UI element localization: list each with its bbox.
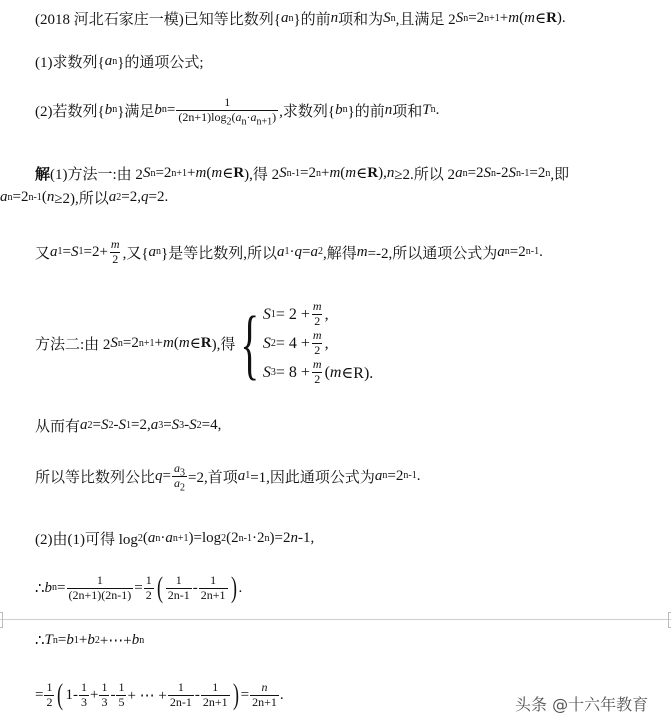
math-variable: S [262,334,271,352]
text: 3 [80,694,87,709]
fraction-denominator [312,314,322,329]
fraction [166,574,192,603]
math-variable: S [142,165,151,181]
fraction-denominator [116,695,126,710]
text: · [246,109,251,124]
math-variable: a [276,243,285,260]
text: = [35,686,44,703]
text: . [416,467,421,484]
equation-row: S 1 = 2 + $\frac{m}{2}$ , [262,299,329,328]
math-variable: S [110,335,118,351]
text: =2 [509,243,526,260]
math-variable: n [330,10,339,26]
text: 2n-1 [169,694,192,709]
fraction-numerator [44,681,54,695]
fraction [311,329,324,358]
fraction [199,574,228,603]
fraction-numerator [210,681,220,695]
equation-row: S 2 = 4 + $\frac{m}{2}$ , [262,328,329,357]
subscript: 3 [179,467,185,479]
text: ). [556,10,566,26]
text: (2n+1)log [178,109,227,124]
fraction-numerator [109,238,122,252]
text: ,解得 [322,245,357,262]
text: =1,因此通项公式为 [250,469,375,486]
text: . [539,243,543,260]
text: 2 [314,343,321,357]
text: ( [173,335,179,351]
text: . [238,579,243,596]
fraction-denominator [79,695,89,710]
text: =-2,所以通项公式为 [367,245,498,262]
text: ( [142,530,148,546]
text: ∈ [189,336,201,352]
fraction-numerator [311,358,324,372]
math-variable: m [356,243,368,260]
math-variable: a [250,109,257,124]
text: ∈ [222,166,234,182]
text: }是等比数列,所以 [161,245,277,262]
text: ≥2.所以 2 [394,167,456,183]
solution-ratio: 所以等比数列公比 q = $\frac{a_3}{a_2}$ =2,首项 a 1 =1,因此通项公式为 a n =2 n-1 . [35,461,421,494]
fraction-numerator [79,681,89,695]
text: ·2 [252,530,265,546]
text: 2n+1 [200,587,226,602]
text: =2 [155,165,172,181]
math-variable: b [335,101,343,118]
bold-text: R [233,165,245,181]
text: = [240,686,250,703]
fraction-denominator [168,695,194,710]
math-variable: m [508,10,520,26]
text: ≥2),所以 [54,191,109,207]
text: }的前 [347,103,385,120]
text: ( [41,189,47,205]
text: ( [206,165,212,181]
text: + [78,632,88,648]
text: =2, [121,189,142,205]
text: (1)求数列{ [35,55,105,71]
text: = [162,467,171,484]
math-variable: m [345,165,357,181]
text: = [57,632,67,648]
text: =2. [148,189,169,205]
text: (2018 河北石家庄一模)已知等比数列{ [35,12,281,28]
fraction [176,95,278,128]
text: - [192,579,198,596]
fraction-denominator [176,109,278,128]
math-variable: S [483,165,492,181]
math-variable: a [374,467,383,484]
large-parenthesis: ( [57,678,64,711]
math-variable: n [384,101,393,118]
math-variable: q [141,189,149,205]
math-variable: S [70,243,79,260]
fraction-denominator [201,695,230,710]
math-variable: a [150,417,159,433]
page-margin-marker-left [0,612,3,628]
text: 从而有 [35,419,81,435]
math-variable: m [178,335,190,351]
text: . [279,686,284,703]
fraction [311,300,324,329]
math-variable: a [497,243,505,260]
math-variable: a [104,53,113,69]
fraction [201,681,230,710]
math-variable: a [237,467,246,484]
text: 1 [101,679,108,694]
text: = [57,579,66,596]
math-variable: m [195,165,207,181]
text: 1 [80,679,87,694]
text: 1 [175,572,182,587]
text: }的前 [293,12,331,28]
math-variable: b [44,579,53,596]
math-variable: a [80,417,88,433]
math-variable: b [154,101,162,118]
text: =2 [467,165,484,181]
text: 2 [145,587,152,602]
text: · [160,530,166,546]
fraction [172,461,187,494]
text: + [154,335,163,351]
fraction-denominator [144,588,154,603]
fraction [250,681,279,710]
math-variable: S [262,363,271,381]
bold-text: 解 [35,167,51,183]
fraction-numerator [311,329,324,343]
math-variable: m [163,335,174,351]
fraction [116,681,126,710]
problem-statement: (2018 河北石家庄一模)已知等比数列{ a n }的前 n 项和为 S n ,且满足 2 S n =2 n+1 + m ( m ∈ R ). [35,10,566,28]
math-variable: a [148,243,157,260]
text: 2 [314,314,321,328]
fraction [67,574,134,603]
math-variable: a [0,189,8,205]
fraction-numerator [176,681,186,695]
math-variable: S [455,10,464,26]
text: 1 [210,572,217,587]
text: ( [340,165,346,181]
equation-row: S 3 = 8 + $\frac{m}{2}$ ( m ∈R). [262,357,374,386]
math-variable: m [312,299,322,314]
text: = [166,101,176,118]
text: =2 [122,335,139,351]
text: , [324,334,329,352]
solution-method-1: 解 (1)方法一:由 2 S n =2 n+1 + m ( m ∈ R ),得 2 S n-1 =2 n + m ( m ∈ R ), n ≥2.所以 2 a n =2 S n -2 S n-1 =2 n ,即 [35,165,570,183]
text: ∴ [35,633,45,649]
text: + ⋯ + [127,687,167,704]
fraction-denominator [172,475,187,494]
text: 2n-1 [167,587,190,602]
math-variable: S [100,417,109,433]
text: 项和 [392,103,423,120]
text: . [435,101,440,118]
text: 2n+1 [202,694,228,709]
math-variable: a [147,530,156,546]
text: 1 [224,95,231,109]
fraction-denominator [166,588,192,603]
math-variable: T [44,632,53,648]
text: 方法二:由 2 [35,337,111,353]
text: = [301,243,311,260]
text: (2)由(1)可得 log [35,532,138,548]
text: ,又{ [122,245,149,262]
text: ∈ [356,166,368,182]
solution-tn: ∴ T n = b 1 + b 2 +⋯+ b n [35,632,145,649]
math-variable: n [386,165,395,181]
solution-method-2: 方法二:由 2 S n =2 n+1 + m ( m ∈ R ),得 { S 1 = 2 + $\frac{m}{2}$ , S 2 = 4 + $\frac{m}{2}$ , S 3 = 8 + $\frac{m}{2}$ ( m ∈R). [35,299,374,387]
math-variable: a [165,530,173,546]
math-variable: S [189,417,197,433]
math-variable: m [312,357,322,372]
text: ), [378,165,387,181]
math-variable: a [310,243,318,260]
math-variable: a [108,189,117,205]
math-variable: S [383,10,391,26]
math-variable: n [46,189,55,205]
math-variable: n [290,530,298,546]
bold-text: R [200,335,212,351]
text: 又 [35,245,51,262]
solution-method-1-cont: a n =2 n-1 ( n ≥2),所以 a 2 =2, q =2. [0,189,169,207]
bold-text: R [367,165,379,181]
text: 1- [65,686,78,703]
math-variable: S [508,165,517,181]
text: =4, [201,417,222,433]
fraction [44,681,54,710]
text: =2 [387,467,404,484]
math-variable: a [455,165,463,181]
text: - [194,686,200,703]
text: =2 [529,165,546,181]
text: 1 [46,679,53,694]
text: }的通项公式; [117,55,204,71]
text: =2 [300,165,316,181]
text: ,求数列{ [279,103,336,120]
math-variable: m [312,328,322,343]
fraction-numerator [99,681,109,695]
fraction-denominator [312,343,322,358]
question-1: (1)求数列{ a n }的通项公式; [35,53,204,71]
text: 1 [212,679,219,694]
text: + [499,10,509,26]
text: =2 [468,10,485,26]
subscript: 2 [179,482,185,494]
text: =2,首项 [187,469,238,486]
large-parenthesis: ) [230,571,237,604]
text: + [187,165,196,181]
text: · [289,243,295,260]
solution-bn: ∴ b n = $\frac{1}{(2n+1)(2n-1)}$ = $\frac{1}{2}$ ( $\frac{1}{2n-1}$ - $\frac{1}{2n+1}$ ) . [35,571,243,604]
math-variable: m [211,165,223,181]
fraction-denominator [110,252,120,267]
math-variable: m [524,10,535,26]
math-variable: b [87,632,95,648]
text: - [184,417,190,433]
fraction-numerator [208,574,218,588]
text: (2n+1)(2n-1) [68,587,132,602]
text: }满足 [117,103,155,120]
fraction-denominator [67,588,134,603]
text: = 2 + [275,305,310,323]
text: ∈R). [341,364,374,382]
math-variable: m [329,363,342,381]
text: ,即 [550,167,570,183]
subscript: n [241,116,247,128]
text: 2n+1 [252,694,277,709]
text: 1 [177,679,184,694]
math-variable: a [235,109,242,124]
math-variable: m [329,165,341,181]
text: 3 [101,694,108,709]
text: = 8 + [275,363,310,381]
text: 1 [96,572,103,587]
text: ( [519,10,525,26]
text: + [320,165,330,181]
math-variable: a [173,461,180,475]
math-variable: n [261,679,268,694]
text: -1, [297,530,315,546]
text: ( [324,363,330,381]
text: (2)若数列{ [35,103,105,120]
fraction-numerator [144,574,154,588]
math-variable: S [262,305,271,323]
text: ∴ [35,580,45,597]
fraction [311,358,324,387]
fraction-numerator [260,681,270,695]
math-variable: S [279,165,287,181]
text: = [163,417,172,433]
fraction-denominator [99,695,109,710]
text: = [62,243,71,260]
text: + [89,686,99,703]
fraction-denominator [44,695,54,710]
math-variable: b [104,101,113,118]
fraction [99,681,109,710]
text: ),得 [211,337,236,353]
fraction-numerator [174,574,184,588]
equation-system [235,300,373,387]
text: = [134,579,143,596]
fraction [79,681,89,710]
text: )=2 [269,530,291,546]
solution-a1: 又 a 1 = S 1 =2+ $\frac{m}{2}$ ,又{ a n }是等比数列,所以 a 1 · q = a 2 ,解得 m =-2,所以通项公式为 a n =2 n-1 . [35,237,543,266]
text: 2 [112,251,119,266]
solution-tn-result [35,680,284,710]
text: - [110,686,116,703]
fraction-numerator [311,300,324,314]
math-variable: b [66,632,74,648]
subscript: 2 [226,116,232,128]
text: +⋯+ [99,633,132,649]
math-variable: a [173,475,180,490]
math-variable: a [280,10,289,26]
text: (1)方法一:由 2 [50,167,143,183]
text: =2, [130,417,151,433]
text: ∈ [534,11,547,27]
equation-rows [263,300,373,387]
large-parenthesis: ) [232,678,239,711]
large-parenthesis: ( [156,571,163,604]
fraction [144,574,154,603]
text: =2+ [83,243,108,260]
text: - [113,417,119,433]
text: -2 [496,165,509,181]
text: = [92,417,101,433]
math-variable: S [171,417,180,433]
text: 所以等比数列公比 [35,469,156,486]
math-variable: q [155,467,163,484]
text: 1 [145,572,152,587]
page-break-divider [0,619,671,620]
text: =2 [12,189,29,205]
fraction-numerator [95,574,105,588]
math-variable: S [118,417,126,433]
left-brace: { [240,299,260,387]
text: 5 [118,694,125,709]
text: 2 [314,372,321,386]
fraction-numerator [116,681,126,695]
text: ),得 2 [244,167,280,183]
subscript: n+1 [256,116,273,128]
watermark: 头条 @十六年教育 [515,695,649,714]
text: )=log [188,530,222,546]
text: 2 [46,694,53,709]
math-variable: b [131,632,140,648]
fraction-numerator [172,461,187,479]
fraction-denominator [250,695,279,710]
math-variable: a [50,243,58,260]
question-2: (2)若数列{ b n }满足 b n = $\frac{1}{(2n+1)\log_2(a_n\cdot a_{n+1})}$ ,求数列{ b n }的前 n 项和 T n . [35,95,440,128]
math-variable: q [294,243,302,260]
text: = 4 + [275,334,310,352]
text: 项和为 [338,12,384,28]
fraction [109,238,122,267]
text: ) [272,109,277,124]
fraction-denominator [199,588,228,603]
text: (2 [226,530,239,546]
text: , [324,305,329,323]
solution-part-2: (2)由(1)可得 log 2 ( a n · a n+1 )=log 2 (2 n-1 ·2 n )=2 n -1, [35,530,315,548]
text: 1 [118,679,125,694]
solution-a2-a3: 从而有 a 2 = S 2 - S 1 =2, a 3 = S 3 - S 2 =4, [35,417,222,435]
fraction-numerator [222,96,232,110]
math-variable: m [110,237,120,251]
bold-text: R [546,10,557,26]
fraction-denominator [312,372,322,387]
text: ,且满足 2 [395,12,456,28]
text: ( [231,109,236,124]
math-variable: T [422,101,431,118]
fraction [168,681,194,710]
